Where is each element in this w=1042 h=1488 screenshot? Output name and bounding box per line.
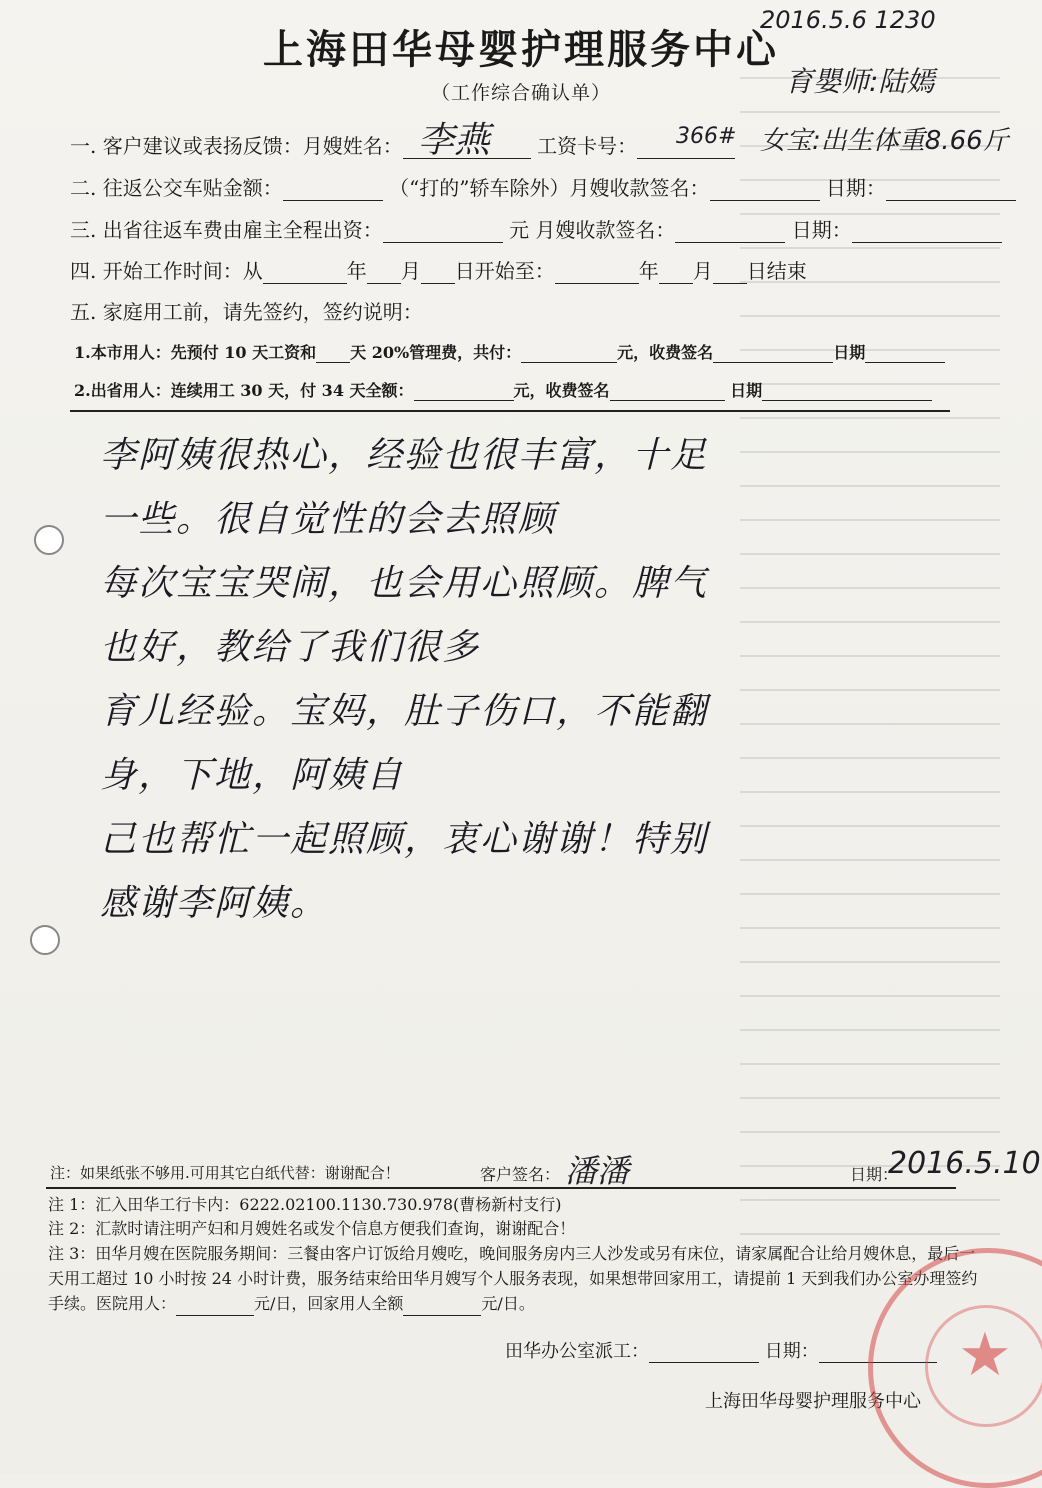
end-year-field[interactable]	[555, 263, 639, 284]
footer-divider	[46, 1187, 956, 1189]
row-contract-note: 五. 家庭用工前，请先签约，签约说明：	[70, 300, 423, 324]
feedback-label: 一. 客户建议或表扬反馈：月嫂姓名：	[70, 134, 403, 158]
comment-line-2: 每次宝宝哭闹，也会用心照顾。脾气也好，教给了我们很多	[100, 563, 709, 668]
start-month-field[interactable]	[367, 263, 401, 284]
handwritten-maternity-nurse: 育嬰师:陆嫣	[785, 65, 935, 98]
outprovince-fare-field[interactable]	[383, 222, 503, 243]
comment-line-1: 李阿姨很热心，经验也很丰富，十足一些。很自觉性的会去照顾	[100, 435, 709, 540]
end-day-field[interactable]	[713, 263, 747, 284]
local-date-field[interactable]	[865, 346, 945, 363]
customer-signature-label: 客户签名：	[480, 1165, 561, 1184]
comment-line-4: 己也帮忙一起照顾，衷心谢谢！特别感谢李阿姨。	[100, 819, 709, 924]
handwritten-sign-date: 2016.5.10	[888, 1146, 1041, 1181]
handwritten-comment	[100, 424, 740, 936]
form-subtitle: （工作综合确认单）	[430, 82, 611, 104]
seal-star-icon: ★	[958, 1320, 1012, 1390]
start-day-field[interactable]	[421, 263, 455, 284]
outprovince-date-field[interactable]	[852, 222, 1002, 243]
handwritten-signature: 潘潘	[565, 1152, 630, 1190]
outhire-sign-field[interactable]	[610, 384, 725, 401]
signature-date-label: 日期：	[850, 1165, 899, 1184]
outprovince-hire-terms: 2.出省用人：连续用工 30 天，付 34 天全额： 元，收费签名 日期	[74, 378, 932, 401]
row-bus-fare: 二. 往返公交车贴金额： （“打的”轿车除外）月嫂收款签名： 日期：	[70, 172, 1016, 201]
salary-card-label: 工资卡号：	[537, 134, 638, 158]
dispatch-field[interactable]	[649, 1344, 759, 1363]
handwritten-timestamp: 2016.5.6 1230	[760, 6, 936, 34]
hospital-rate-field[interactable]	[176, 1299, 254, 1316]
outprovince-sign-field[interactable]	[675, 222, 785, 243]
note-1: 注 1：汇入田华工行卡内：6222.02100.1130.730.978(曹杨新村支行)	[48, 1195, 562, 1214]
local-fee-sign-field[interactable]	[713, 346, 833, 363]
paper-note: 注：如果纸张不够用.可用其它白纸代替：谢谢配合！	[50, 1164, 400, 1182]
row-feedback	[70, 130, 735, 159]
bus-fare-field[interactable]	[283, 180, 383, 201]
bus-date-field[interactable]	[886, 180, 1016, 201]
note-3: 注 3：田华月嫂在医院服务期间：三餐由客户订饭给月嫂吃，晚间服务房内三人沙发或另有床位，请家属配合让给月嫂休息，最后一天用工超过 10 小时按 24 小时计费，服务结束给田华月嫂写个人服务表现，如果想带回家用工，请提前 1 天到我们办公室办理签约手续。医院用人： 元/日，回家用人全额 元/日。	[48, 1241, 978, 1316]
outhire-amount-field[interactable]	[414, 384, 514, 401]
handwritten-baby-info: 女宝:出生体重8.66斤	[760, 126, 1009, 156]
local-total-field[interactable]	[521, 346, 617, 363]
note-2: 注 2：汇款时请注明产妇和月嫂姓名或发个信息方便我们查询，谢谢配合！	[48, 1219, 576, 1238]
home-rate-field[interactable]	[403, 1299, 481, 1316]
row-outprovince-fare: 三. 出省往返车费由雇主全程出资： 元 月嫂收款签名： 日期：	[70, 214, 1002, 243]
handwritten-card-no: 366#	[676, 124, 737, 149]
row-work-period: 四. 开始工作时间：从 年 月 日开始至： 年 月 日结束	[70, 259, 807, 283]
end-month-field[interactable]	[659, 263, 693, 284]
office-dispatch-row: 田华办公室派工： 日期：	[505, 1337, 937, 1363]
punch-hole	[30, 925, 60, 955]
bus-sign-field[interactable]	[710, 180, 820, 201]
punch-hole	[34, 525, 64, 555]
local-days-field[interactable]	[316, 346, 350, 363]
footer-org-name: 上海田华母婴护理服务中心	[705, 1391, 921, 1412]
section-divider	[70, 410, 950, 412]
local-hire-terms: 1.本市用人：先预付 10 天工资和 天 20%管理费，共付： 元，收费签名 日期	[74, 340, 945, 363]
form-title: 上海田华母婴护理服务中心	[263, 26, 779, 73]
handwritten-nurse-name: 李燕	[418, 120, 491, 161]
comment-line-3: 育儿经验。宝妈，肚子伤口，不能翻身，下地，阿姨自	[100, 691, 709, 796]
outhire-date-field[interactable]	[762, 384, 932, 401]
start-year-field[interactable]	[263, 263, 347, 284]
